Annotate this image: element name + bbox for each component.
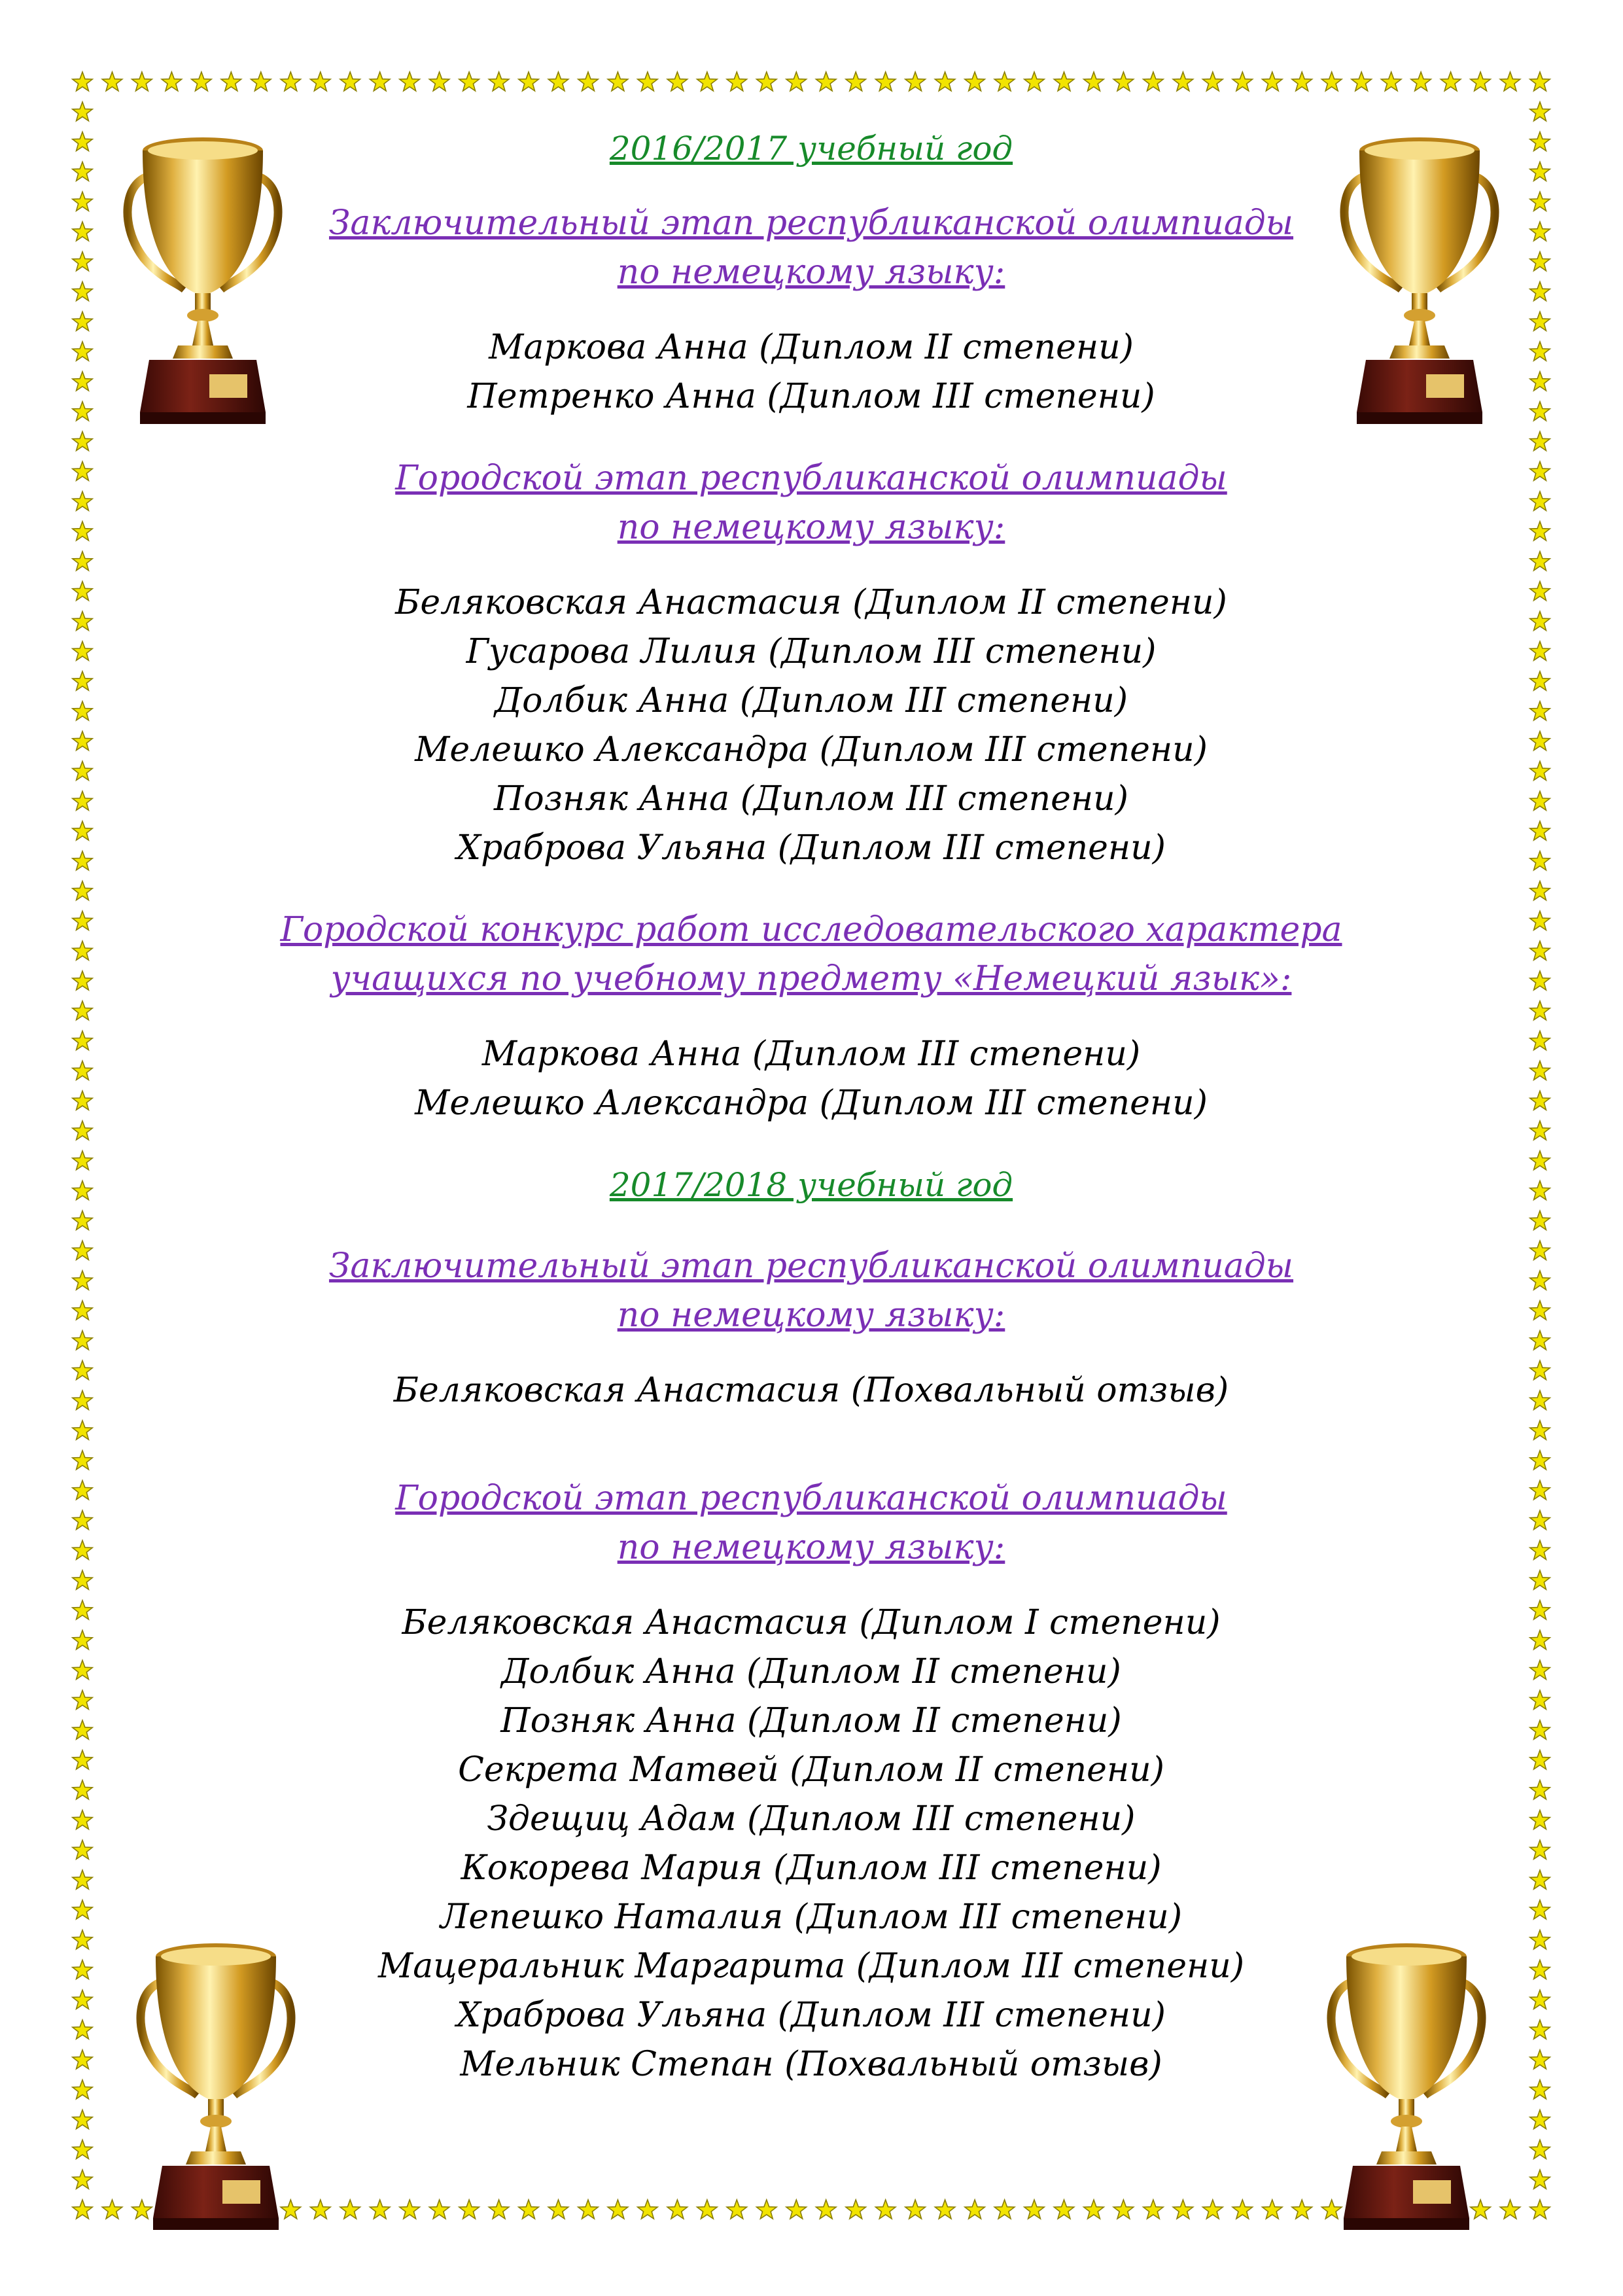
border-star-icon bbox=[73, 311, 92, 330]
border-star-icon bbox=[1530, 851, 1550, 870]
border-star-icon bbox=[73, 1900, 92, 1919]
border-star-icon bbox=[757, 72, 777, 91]
border-star-icon bbox=[1381, 72, 1401, 91]
border-star-icon bbox=[1530, 521, 1550, 540]
border-star-icon bbox=[1530, 1271, 1550, 1290]
border-star-icon bbox=[73, 1780, 92, 1799]
section-subheading: учащихся по учебному предмету «Немецкий язык»: bbox=[330, 959, 1292, 998]
border-star-icon bbox=[1054, 2200, 1073, 2219]
award-entry: Храброва Ульяна (Диплом III степени) bbox=[457, 1996, 1166, 2035]
award-entry: Лепешко Наталия (Диплом III степени) bbox=[440, 1898, 1183, 1937]
border-star-icon bbox=[1263, 2200, 1282, 2219]
award-entry: Мельник Степан (Похвальный отзыв) bbox=[460, 2045, 1162, 2084]
border-star-icon bbox=[1530, 162, 1550, 181]
border-star-icon bbox=[757, 2200, 777, 2219]
border-star-icon bbox=[1530, 1780, 1550, 1799]
border-star-icon bbox=[370, 2200, 390, 2219]
border-star-icon bbox=[1263, 72, 1282, 91]
section-heading: Городской этап республиканской олимпиады bbox=[395, 459, 1227, 498]
border-star-icon bbox=[994, 2200, 1015, 2219]
border-star-icon bbox=[73, 1690, 92, 1709]
border-star-icon bbox=[132, 72, 152, 91]
border-star-icon bbox=[73, 1331, 92, 1350]
border-star-icon bbox=[73, 1750, 92, 1769]
border-star-icon bbox=[400, 72, 420, 91]
border-star-icon bbox=[1530, 911, 1550, 930]
border-star-icon bbox=[1352, 72, 1371, 91]
award-entry: Маркова Анна (Диплом III степени) bbox=[481, 1034, 1141, 1074]
border-star-icon bbox=[1530, 1451, 1550, 1470]
border-star-icon bbox=[1530, 432, 1550, 451]
border-star-icon bbox=[73, 372, 92, 391]
border-star-icon bbox=[73, 1121, 92, 1140]
border-star-icon bbox=[1232, 72, 1252, 91]
border-star-icon bbox=[1530, 311, 1550, 330]
border-star-icon bbox=[1530, 1750, 1550, 1769]
border-star-icon bbox=[816, 72, 837, 91]
border-star-icon bbox=[667, 72, 687, 91]
award-entry: Позняк Анна (Диплом II степени) bbox=[500, 1701, 1122, 1740]
border-star-icon bbox=[1203, 2200, 1223, 2219]
border-star-icon bbox=[73, 911, 92, 930]
border-star-icon bbox=[905, 72, 926, 91]
border-star-icon bbox=[1530, 1181, 1550, 1200]
border-star-icon bbox=[1530, 1031, 1550, 1050]
border-star-icon bbox=[311, 2200, 331, 2219]
border-star-icon bbox=[73, 791, 92, 810]
border-star-icon bbox=[311, 72, 331, 91]
border-star-icon bbox=[1292, 72, 1312, 91]
border-star-icon bbox=[1530, 252, 1550, 271]
award-entry: Гусарова Лилия (Диплом III степени) bbox=[466, 632, 1157, 671]
border-star-icon bbox=[1530, 1720, 1550, 1739]
border-star-icon bbox=[1530, 372, 1550, 391]
border-star-icon bbox=[429, 2200, 449, 2219]
border-star-icon bbox=[638, 2200, 657, 2219]
border-star-icon bbox=[73, 132, 92, 151]
award-entry: Мелешко Александра (Диплом III степени) bbox=[415, 730, 1208, 769]
year-heading: 2017/2018 учебный год bbox=[609, 1166, 1013, 1204]
border-star-icon bbox=[1084, 72, 1104, 91]
border-star-icon bbox=[1530, 612, 1550, 631]
border-star-icon bbox=[73, 1870, 92, 1889]
border-star-icon bbox=[1530, 1840, 1550, 1859]
border-star-icon bbox=[1530, 701, 1550, 720]
border-star-icon bbox=[1530, 2020, 1550, 2039]
border-star-icon bbox=[1530, 1331, 1550, 1350]
section-subheading: по немецкому языку: bbox=[617, 1296, 1005, 1335]
border-star-icon bbox=[1530, 192, 1550, 211]
border-star-icon bbox=[73, 1661, 92, 1680]
border-star-icon bbox=[73, 1001, 92, 1020]
awards-content bbox=[216, 124, 1406, 2089]
border-star-icon bbox=[1530, 2170, 1550, 2189]
border-star-icon bbox=[1024, 2200, 1044, 2219]
border-star-icon bbox=[1173, 2200, 1193, 2219]
border-star-icon bbox=[73, 1211, 92, 1230]
border-star-icon bbox=[1530, 1481, 1550, 1500]
border-star-icon bbox=[73, 461, 92, 480]
border-star-icon bbox=[73, 1720, 92, 1739]
border-star-icon bbox=[1530, 1570, 1550, 1589]
border-star-icon bbox=[1530, 941, 1550, 960]
border-star-icon bbox=[1530, 222, 1550, 241]
award-entry: Беляковская Анастасия (Диплом II степени) bbox=[395, 583, 1227, 622]
border-star-icon bbox=[1530, 1990, 1550, 2009]
border-star-icon bbox=[876, 72, 896, 91]
section-heading: Городской этап республиканской олимпиады bbox=[395, 1479, 1227, 1518]
border-star-icon bbox=[73, 282, 92, 301]
border-star-icon bbox=[73, 1990, 92, 2009]
border-star-icon bbox=[1530, 791, 1550, 810]
border-star-icon bbox=[1530, 971, 1550, 990]
border-star-icon bbox=[905, 2200, 926, 2219]
border-star-icon bbox=[73, 2050, 92, 2069]
border-star-icon bbox=[73, 1091, 92, 1110]
border-star-icon bbox=[1530, 1001, 1550, 1020]
border-star-icon bbox=[73, 432, 92, 451]
award-entry: Храброва Ульяна (Диплом III степени) bbox=[457, 828, 1166, 868]
border-star-icon bbox=[1530, 1690, 1550, 1709]
border-star-icon bbox=[73, 1301, 92, 1320]
section-subheading: по немецкому языку: bbox=[617, 253, 1005, 292]
border-star-icon bbox=[727, 2200, 746, 2219]
border-star-icon bbox=[281, 72, 300, 91]
border-star-icon bbox=[73, 1600, 92, 1619]
border-star-icon bbox=[73, 192, 92, 211]
border-star-icon bbox=[73, 1930, 92, 1949]
border-star-icon bbox=[1530, 582, 1550, 601]
border-star-icon bbox=[876, 2200, 896, 2219]
border-star-icon bbox=[73, 1031, 92, 1050]
border-star-icon bbox=[1530, 491, 1550, 510]
border-star-icon bbox=[73, 1631, 92, 1650]
border-star-icon bbox=[73, 1061, 92, 1080]
border-star-icon bbox=[73, 1241, 92, 1260]
award-entry: Мелешко Александра (Диплом III степени) bbox=[415, 1084, 1208, 1123]
border-star-icon bbox=[1530, 1091, 1550, 1110]
border-star-icon bbox=[1530, 1511, 1550, 1530]
border-star-icon bbox=[73, 941, 92, 960]
border-star-icon bbox=[1113, 2200, 1133, 2219]
border-star-icon bbox=[1530, 1121, 1550, 1140]
border-star-icon bbox=[1530, 821, 1550, 840]
award-entry: Кокорева Мария (Диплом III степени) bbox=[461, 1848, 1162, 1888]
border-star-icon bbox=[786, 2200, 807, 2219]
border-star-icon bbox=[1530, 1061, 1550, 1080]
border-star-icon bbox=[73, 1151, 92, 1170]
border-star-icon bbox=[1530, 671, 1550, 690]
border-star-icon bbox=[73, 521, 92, 540]
border-star-icon bbox=[73, 732, 92, 751]
border-star-icon bbox=[73, 641, 92, 660]
border-star-icon bbox=[965, 72, 985, 91]
border-star-icon bbox=[1530, 552, 1550, 571]
award-entry: Долбик Анна (Диплом III степени) bbox=[494, 681, 1128, 720]
award-entry: Беляковская Анастасия (Похвальный отзыв) bbox=[393, 1371, 1229, 1410]
border-star-icon bbox=[816, 2200, 837, 2219]
border-star-icon bbox=[1143, 2200, 1163, 2219]
border-star-icon bbox=[1113, 72, 1133, 91]
border-star-icon bbox=[73, 402, 92, 421]
border-star-icon bbox=[1530, 732, 1550, 751]
border-star-icon bbox=[1530, 1900, 1550, 1919]
border-star-icon bbox=[1232, 2200, 1252, 2219]
border-star-icon bbox=[935, 2200, 954, 2219]
section-heading: Заключительный этап республиканской олимпиады bbox=[328, 203, 1294, 243]
border-star-icon bbox=[73, 491, 92, 510]
border-star-icon bbox=[1530, 1960, 1550, 1979]
border-star-icon bbox=[73, 252, 92, 271]
border-star-icon bbox=[73, 1271, 92, 1290]
award-entry: Петренко Анна (Диплом III степени) bbox=[467, 377, 1155, 416]
border-star-icon bbox=[73, 342, 92, 361]
border-star-icon bbox=[1530, 282, 1550, 301]
border-star-icon bbox=[73, 72, 92, 91]
border-star-icon bbox=[73, 671, 92, 690]
award-entry: Позняк Анна (Диплом III степени) bbox=[494, 779, 1128, 819]
border-star-icon bbox=[548, 2200, 568, 2219]
border-star-icon bbox=[1530, 72, 1550, 91]
border-star-icon bbox=[73, 1570, 92, 1589]
border-star-icon bbox=[578, 2200, 598, 2219]
border-star-icon bbox=[1530, 881, 1550, 900]
border-star-icon bbox=[1530, 1421, 1550, 1439]
border-star-icon bbox=[73, 1810, 92, 1829]
border-star-icon bbox=[1530, 1930, 1550, 1949]
border-star-icon bbox=[73, 222, 92, 241]
award-entry: Долбик Анна (Диплом II степени) bbox=[501, 1652, 1121, 1691]
border-star-icon bbox=[1530, 132, 1550, 151]
border-star-icon bbox=[697, 72, 718, 91]
border-star-icon bbox=[73, 1361, 92, 1380]
border-star-icon bbox=[1530, 2050, 1550, 2069]
border-star-icon bbox=[935, 72, 954, 91]
border-star-icon bbox=[1530, 1151, 1550, 1170]
border-star-icon bbox=[1530, 1211, 1550, 1230]
border-star-icon bbox=[73, 2200, 92, 2219]
border-star-icon bbox=[697, 2200, 718, 2219]
border-star-icon bbox=[608, 2200, 628, 2219]
border-star-icon bbox=[340, 72, 360, 91]
border-star-icon bbox=[73, 821, 92, 840]
section-heading: Заключительный этап республиканской олимпиады bbox=[328, 1246, 1294, 1286]
border-star-icon bbox=[1530, 2200, 1550, 2219]
border-star-icon bbox=[1024, 72, 1044, 91]
border-star-icon bbox=[73, 1511, 92, 1530]
border-star-icon bbox=[1530, 1600, 1550, 1619]
border-star-icon bbox=[73, 1390, 92, 1409]
border-star-icon bbox=[1530, 762, 1550, 781]
border-star-icon bbox=[1084, 2200, 1104, 2219]
border-star-icon bbox=[1530, 342, 1550, 361]
border-star-icon bbox=[846, 72, 865, 91]
border-star-icon bbox=[1530, 1361, 1550, 1380]
border-star-icon bbox=[73, 851, 92, 870]
border-star-icon bbox=[1471, 72, 1491, 91]
border-star-icon bbox=[519, 72, 539, 91]
border-star-icon bbox=[1530, 402, 1550, 421]
border-star-icon bbox=[1530, 461, 1550, 480]
border-star-icon bbox=[73, 582, 92, 601]
border-star-icon bbox=[1530, 2080, 1550, 2099]
border-star-icon bbox=[162, 72, 181, 91]
border-star-icon bbox=[73, 762, 92, 781]
year-heading: 2016/2017 учебный год bbox=[609, 130, 1013, 168]
border-star-icon bbox=[73, 2020, 92, 2039]
section-subheading: по немецкому языку: bbox=[617, 1528, 1005, 1567]
border-star-icon bbox=[73, 2080, 92, 2099]
border-star-icon bbox=[1054, 72, 1073, 91]
border-star-icon bbox=[251, 72, 271, 91]
border-star-icon bbox=[73, 1421, 92, 1439]
border-star-icon bbox=[1411, 72, 1431, 91]
border-star-icon bbox=[73, 2140, 92, 2159]
border-star-icon bbox=[102, 72, 122, 91]
border-star-icon bbox=[73, 2170, 92, 2189]
border-star-icon bbox=[73, 1181, 92, 1200]
award-entry: Секрета Матвей (Диплом II степени) bbox=[458, 1750, 1164, 1790]
border-star-icon bbox=[1530, 1631, 1550, 1650]
border-star-icon bbox=[667, 2200, 687, 2219]
section-heading: Городской конкурс работ исследовательского характера bbox=[280, 910, 1342, 949]
border-star-icon bbox=[1530, 1870, 1550, 1889]
border-star-icon bbox=[1530, 1540, 1550, 1559]
border-star-icon bbox=[548, 72, 568, 91]
border-star-icon bbox=[73, 552, 92, 571]
border-star-icon bbox=[1530, 1661, 1550, 1680]
border-star-icon bbox=[73, 1451, 92, 1470]
border-star-icon bbox=[1500, 72, 1520, 91]
border-star-icon bbox=[1173, 72, 1193, 91]
border-star-icon bbox=[459, 2200, 479, 2219]
border-star-icon bbox=[846, 2200, 865, 2219]
border-star-icon bbox=[1500, 2200, 1520, 2219]
border-star-icon bbox=[1530, 102, 1550, 121]
border-star-icon bbox=[1440, 72, 1460, 91]
border-star-icon bbox=[1530, 641, 1550, 660]
border-star-icon bbox=[786, 72, 807, 91]
border-star-icon bbox=[994, 72, 1015, 91]
border-star-icon bbox=[1203, 72, 1223, 91]
border-star-icon bbox=[578, 72, 598, 91]
border-star-icon bbox=[1143, 72, 1163, 91]
border-star-icon bbox=[400, 2200, 420, 2219]
border-star-icon bbox=[1530, 1241, 1550, 1260]
border-star-icon bbox=[429, 72, 449, 91]
border-star-icon bbox=[459, 72, 479, 91]
border-star-icon bbox=[192, 72, 211, 91]
border-star-icon bbox=[73, 701, 92, 720]
border-star-icon bbox=[370, 72, 390, 91]
border-star-icon bbox=[965, 2200, 985, 2219]
section-subheading: по немецкому языку: bbox=[617, 508, 1005, 547]
border-star-icon bbox=[519, 2200, 539, 2219]
border-star-icon bbox=[608, 72, 628, 91]
award-entry: Мацеральник Маргарита (Диплом III степени) bbox=[377, 1947, 1245, 1986]
border-star-icon bbox=[73, 612, 92, 631]
award-entry: Беляковская Анастасия (Диплом I степени) bbox=[402, 1603, 1221, 1642]
border-star-icon bbox=[73, 1540, 92, 1559]
border-star-icon bbox=[1530, 1301, 1550, 1320]
border-star-icon bbox=[221, 72, 241, 91]
border-star-icon bbox=[638, 72, 657, 91]
border-star-icon bbox=[489, 2200, 508, 2219]
border-star-icon bbox=[73, 102, 92, 121]
border-star-icon bbox=[73, 1840, 92, 1859]
award-entry: Маркова Анна (Диплом II степени) bbox=[489, 328, 1134, 367]
border-star-icon bbox=[73, 881, 92, 900]
border-star-icon bbox=[1322, 72, 1342, 91]
border-star-icon bbox=[73, 1960, 92, 1979]
border-star-icon bbox=[102, 2200, 122, 2219]
border-star-icon bbox=[73, 971, 92, 990]
border-star-icon bbox=[73, 2110, 92, 2129]
border-star-icon bbox=[1530, 2140, 1550, 2159]
award-entry: Здещиц Адам (Диплом III степени) bbox=[487, 1799, 1136, 1839]
border-star-icon bbox=[340, 2200, 360, 2219]
border-star-icon bbox=[1530, 2110, 1550, 2129]
border-star-icon bbox=[1292, 2200, 1312, 2219]
border-star-icon bbox=[489, 72, 508, 91]
border-star-icon bbox=[73, 162, 92, 181]
border-star-icon bbox=[73, 1481, 92, 1500]
border-star-icon bbox=[727, 72, 746, 91]
border-star-icon bbox=[1530, 1390, 1550, 1409]
border-star-icon bbox=[1530, 1810, 1550, 1829]
